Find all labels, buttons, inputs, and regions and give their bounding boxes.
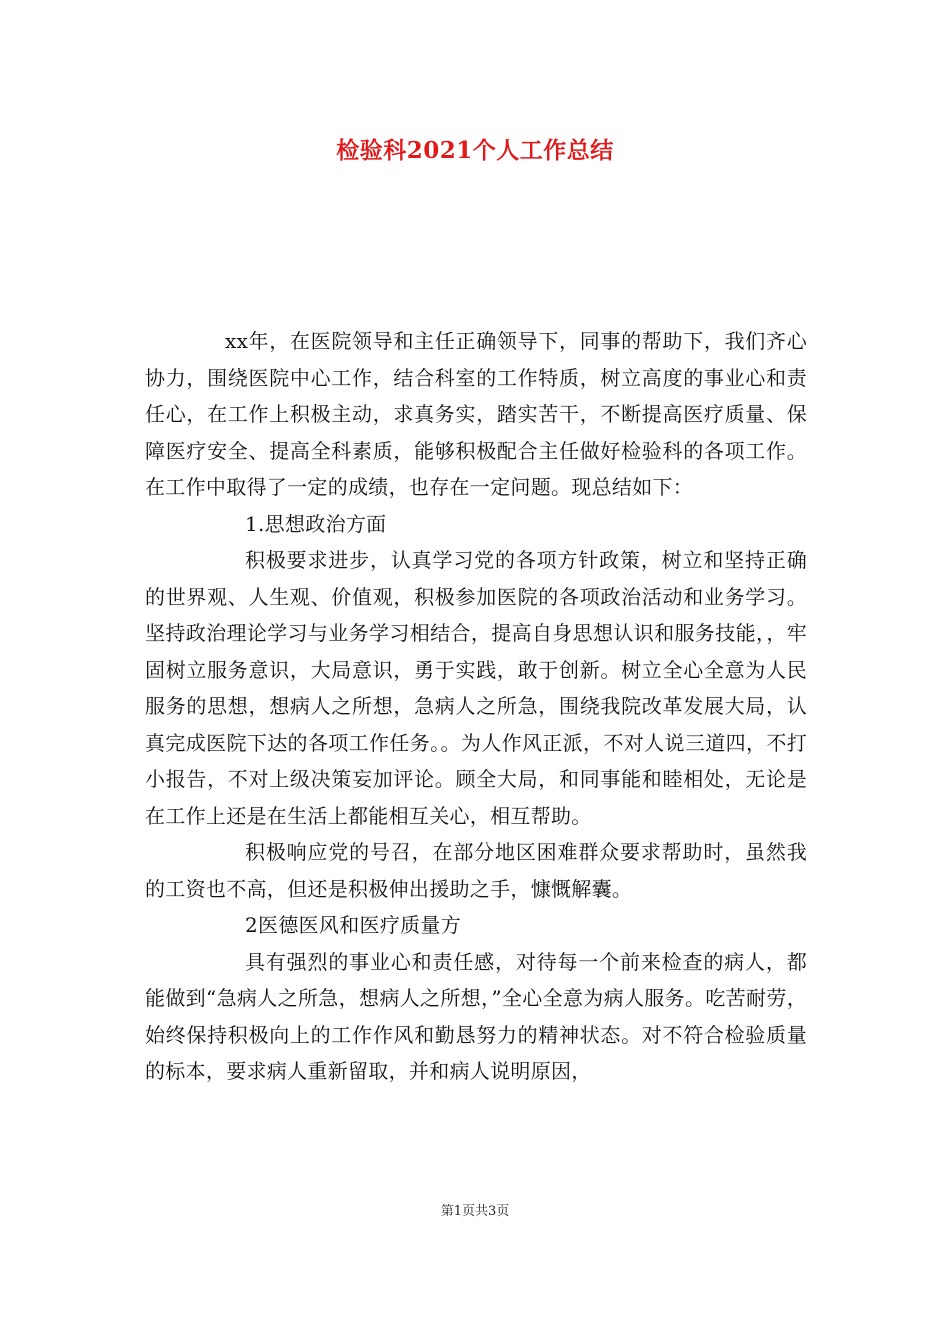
document-title: 检验科2021个人工作总结: [336, 137, 614, 164]
intro-paragraph: xx年，在医院领导和主任正确领导下，同事的帮助下，我们齐心协力，围绕医院中心工作，结合科室的工作特质，树立高度的事业心和责任心，在工作上积极主动，求真务实，踏实苦干，不断提高医疗质量、保障医疗安全、提高全科素质，能够积极配合主任做好检验科的各项工作。在工作中取得了一定的成绩，也存在一定问题。现总结如下：: [145, 329, 807, 499]
political-thought-paragraph: 积极要求进步，认真学习党的各项方针政策，树立和坚持正确的世界观、人生观、价值观，积极参加医院的各项政治活动和业务学习。坚持政治理论学习与业务学习相结合，提高自身思想认识和服务技能，，牢固树立服务意识，大局意识，勇于实践，敢于创新。树立全心全意为人民服务的思想，想病人之所想，急病人之所急，围绕我院改革发展大局，认真完成医院下达的各项工作任务。。为人作风正派，不对人说三道四，不打小报告，不对上级决策妄加评论。顾全大局，和同事能和睦相处，无论是在工作上还是在生活上都能相互关心，相互帮助。: [145, 548, 807, 828]
section-heading-2: 2医德医风和医疗质量方: [245, 913, 462, 937]
donation-paragraph: 积极响应党的号召，在部分地区困难群众要求帮助时，虽然我的工资也不高，但还是积极伸出援助之手，慷慨解囊。: [145, 840, 807, 901]
page-number-footer: 第1页共3页: [440, 1204, 510, 1219]
medical-ethics-paragraph: 具有强烈的事业心和责任感，对待每一个前来检查的病人，都能做到“急病人之所急，想病人之所想，”全心全意为病人服务。吃苦耐劳，始终保持积极向上的工作作风和勤恳努力的精神状态。对不符合检验质量的标本，要求病人重新留取，并和病人说明原因，: [145, 949, 807, 1083]
document-body: [145, 323, 807, 1090]
section-heading-1: 1.思想政治方面: [245, 511, 387, 536]
